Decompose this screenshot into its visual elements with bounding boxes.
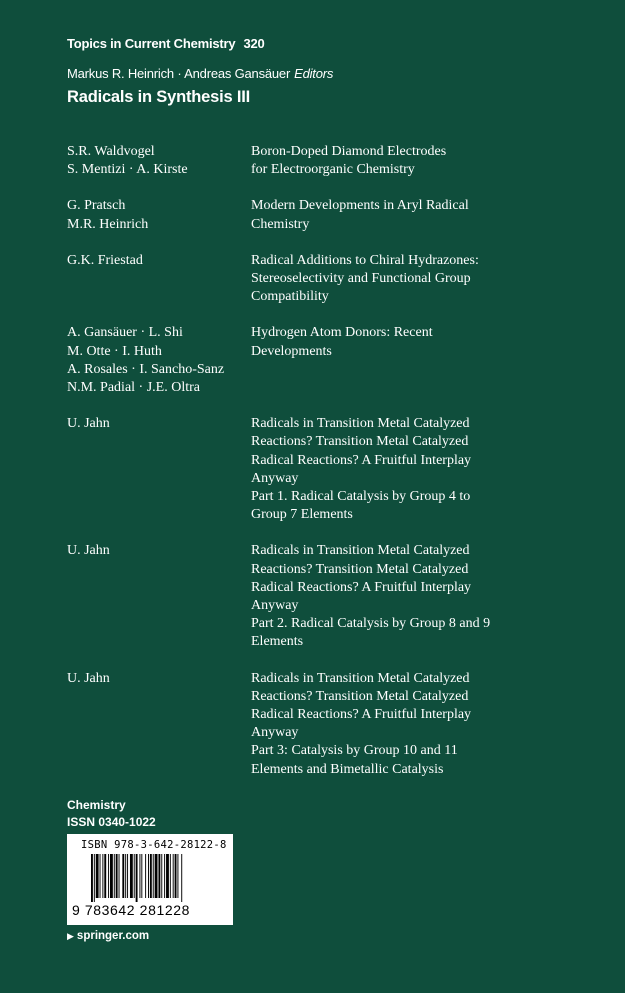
- toc-entry: [67, 670, 567, 779]
- toc-title: [251, 252, 511, 307]
- barcode-bar: [100, 854, 101, 898]
- series-line: [67, 36, 265, 51]
- author-line: S.R. Waldvogel: [67, 144, 155, 159]
- title-line: Elements: [251, 634, 304, 650]
- title-line: Anyway: [251, 597, 299, 613]
- title-line: Developments: [251, 343, 332, 359]
- barcode-bar: [91, 854, 93, 902]
- author-line: G. Pratsch: [67, 198, 126, 214]
- toc-entry: [67, 252, 567, 307]
- title-line: Anyway: [251, 725, 299, 741]
- toc-entry: [67, 143, 567, 179]
- barcode-bar: [166, 854, 169, 898]
- barcode-panel: [67, 834, 233, 925]
- toc-authors: [67, 670, 247, 688]
- author-line: U. Jahn: [67, 670, 110, 686]
- barcode-bar: [136, 854, 138, 902]
- subject-label: Chemistry: [67, 798, 126, 812]
- barcode-bar: [119, 854, 120, 898]
- barcode-bar: [175, 854, 177, 898]
- toc-authors: [67, 415, 247, 433]
- barcode-bar: [94, 854, 95, 902]
- title-line: Boron-Doped Diamond Electrodes: [251, 144, 447, 159]
- toc-title: [251, 324, 511, 360]
- editor-role: Editors: [294, 66, 334, 81]
- title-line: Radicals in Transition Metal Catalyzed: [251, 670, 470, 686]
- toc-entry: [67, 197, 567, 233]
- barcode-bar: [134, 854, 135, 898]
- author-line: M.R. Heinrich: [67, 216, 149, 232]
- editor-names: Markus R. Heinrich · Andreas Gansäuer: [67, 66, 291, 81]
- toc-title: [251, 415, 511, 524]
- author-line: S. Mentizi · A. Kirste: [67, 162, 188, 178]
- toc-title: [251, 197, 511, 233]
- title-line: Part 3: Catalysis by Group 10 and 11: [251, 743, 458, 759]
- title-line: Anyway: [251, 470, 299, 486]
- barcode-bar: [173, 854, 174, 898]
- barcode-bar: [158, 854, 160, 898]
- title-line: Reactions? Transition Metal Catalyzed: [251, 434, 469, 450]
- author-line: N.M. Padial · J.E. Oltra: [67, 379, 200, 395]
- toc-authors: [67, 542, 247, 560]
- title-line: Chemistry: [251, 216, 310, 232]
- toc-title: [251, 542, 511, 651]
- series-volume: 320: [243, 36, 265, 51]
- title-line: Radical Reactions? A Fruitful Interplay: [251, 579, 472, 595]
- title-line: Modern Developments in Aryl Radical: [251, 198, 469, 214]
- toc-entry: [67, 415, 567, 524]
- publisher-line[interactable]: [67, 930, 149, 942]
- title-line: Radical Reactions? A Fruitful Interplay: [251, 452, 472, 468]
- barcode-icon: [91, 854, 211, 902]
- book-title: Radicals in Synthesis III: [67, 88, 250, 106]
- barcode-bar: [139, 854, 140, 898]
- title-line: Reactions? Transition Metal Catalyzed: [251, 688, 469, 704]
- title-line: Reactions? Transition Metal Catalyzed: [251, 561, 469, 577]
- toc-authors: [67, 252, 247, 270]
- barcode-bar: [181, 854, 182, 902]
- barcode-bar: [141, 854, 142, 898]
- toc-entry: [67, 324, 567, 397]
- barcode-bar: [155, 854, 158, 898]
- author-line: M. Otte · I. Huth: [67, 343, 162, 359]
- barcode-bar: [164, 854, 165, 898]
- ean-digits: 9 783642 281228: [72, 902, 190, 918]
- barcode-bar: [110, 854, 113, 898]
- barcode-bar: [125, 854, 126, 898]
- play-arrow-icon: ▶: [67, 931, 74, 941]
- title-line: Compatibility: [251, 289, 329, 305]
- barcode-bar: [130, 854, 133, 898]
- series-name: Topics in Current Chemistry: [67, 36, 236, 51]
- title-line: Radical Additions to Chiral Hydrazones:: [251, 252, 479, 268]
- barcode-bar: [102, 854, 103, 898]
- barcode-bar: [153, 854, 154, 898]
- editors-line: [67, 66, 333, 81]
- author-line: U. Jahn: [67, 416, 110, 432]
- barcode-bar: [161, 854, 162, 898]
- issn-label: ISSN 0340-1022: [67, 815, 156, 829]
- barcode-bar: [170, 854, 171, 898]
- title-line: Hydrogen Atom Donors: Recent: [251, 325, 433, 341]
- title-line: Stereoselectivity and Functional Group: [251, 270, 471, 286]
- barcode-bar: [148, 854, 149, 898]
- toc-authors: [67, 197, 247, 233]
- author-line: U. Jahn: [67, 543, 110, 559]
- author-line: A. Gansäuer · L. Shi: [67, 325, 183, 341]
- title-line: Radicals in Transition Metal Catalyzed: [251, 416, 470, 432]
- barcode-bar: [127, 854, 128, 898]
- title-line: Part 2. Radical Catalysis by Group 8 and 9: [251, 616, 491, 632]
- barcode-bar: [150, 854, 152, 898]
- title-line: Part 1. Radical Catalysis by Group 4 to: [251, 488, 471, 504]
- toc-title: [251, 143, 511, 179]
- title-line: Radicals in Transition Metal Catalyzed: [251, 543, 470, 559]
- table-of-contents: [67, 143, 567, 779]
- barcode-bar: [104, 854, 106, 898]
- author-line: G.K. Friestad: [67, 252, 143, 268]
- toc-authors: [67, 143, 247, 179]
- title-line: for Electroorganic Chemistry: [251, 162, 415, 178]
- barcode-bar: [108, 854, 109, 898]
- isbn-text: ISBN 978-3-642-28122-8: [81, 839, 227, 851]
- author-line: A. Rosales · I. Sancho-Sanz: [67, 361, 225, 377]
- barcode-bar: [177, 854, 178, 898]
- publisher-link[interactable]: springer.com: [76, 930, 150, 942]
- title-line: Group 7 Elements: [251, 507, 353, 523]
- toc-entry: [67, 542, 567, 651]
- title-line: Radical Reactions? A Fruitful Interplay: [251, 706, 472, 722]
- barcode-bar: [145, 854, 146, 898]
- title-line: Elements and Bimetallic Catalysis: [251, 761, 444, 777]
- barcode-bar: [114, 854, 115, 898]
- barcode-bar: [122, 854, 124, 898]
- barcode-bar: [116, 854, 118, 898]
- barcode-bar: [96, 854, 99, 898]
- toc-title: [251, 670, 511, 779]
- toc-authors: [67, 324, 247, 397]
